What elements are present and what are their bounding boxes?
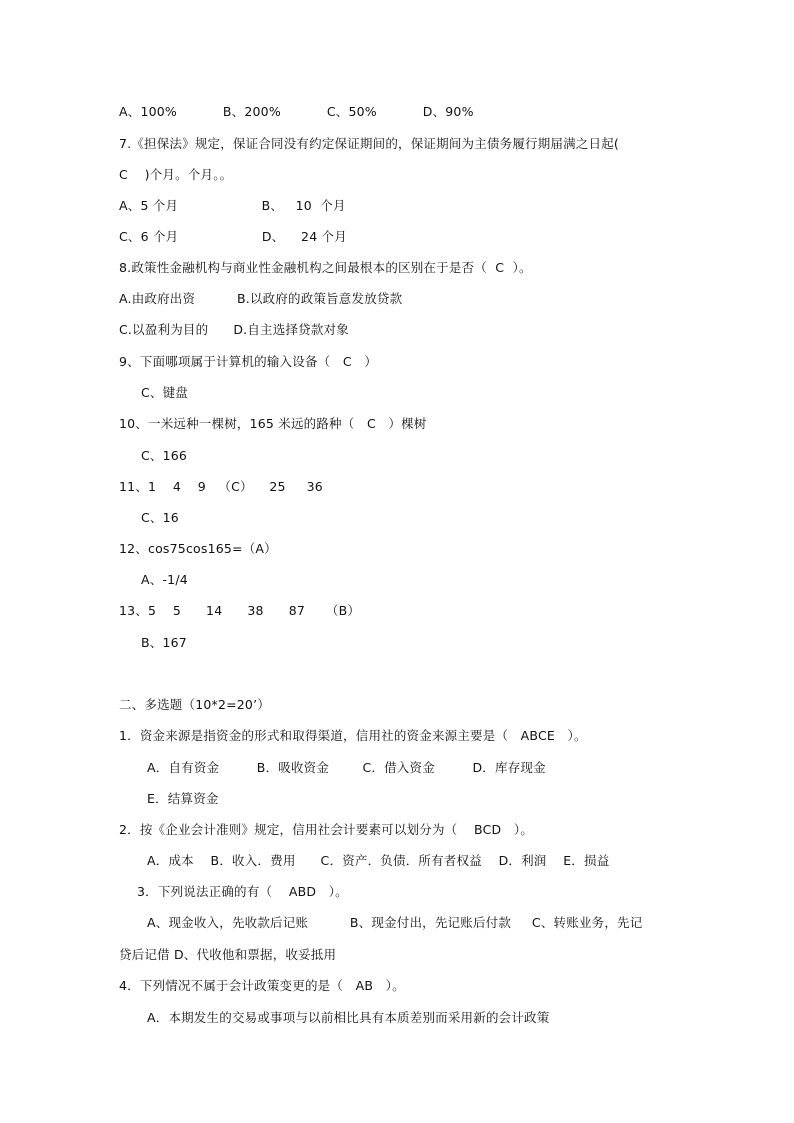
mc4-option-a: A．本期发生的交易或事项与以前相比具有本质差别而采用新的会计政策 bbox=[147, 1010, 550, 1025]
q7-text-cont: C )个月。个月。。 bbox=[119, 167, 233, 182]
q8-options-cd: C.以盈利为目的 D.自主选择贷款对象 bbox=[119, 322, 349, 337]
q9-text: 9、下面哪项属于计算机的输入设备（ C ） bbox=[119, 354, 378, 369]
mc2-text: 2．按《企业会计准则》规定，信用社会计要素可以划分为（ BCD ）。 bbox=[119, 822, 534, 837]
mc3-text: 3．下列说法正确的有（ ABD ）。 bbox=[137, 884, 348, 899]
q8-text: 8.政策性金融机构与商业性金融机构之间最根本的区别在于是否（ C ）。 bbox=[119, 260, 532, 275]
q9-answer: C、键盘 bbox=[141, 385, 189, 400]
q10-text: 10、一米远种一棵树，165 米远的路种（ C ）棵树 bbox=[119, 416, 427, 431]
q8-options-ab: A.由政府出资 B.以政府的政策旨意发放贷款 bbox=[119, 291, 403, 306]
mc3-options-cont: 贷后记借 D、代收他和票据，收妥抵用 bbox=[119, 947, 337, 962]
q13-text: 13、5 5 14 38 87 （B） bbox=[119, 603, 361, 618]
q13-answer: B、167 bbox=[141, 635, 187, 650]
q10-answer: C、166 bbox=[141, 448, 188, 463]
q12-text: 12、cos75cos165=（A） bbox=[119, 541, 277, 556]
mc1-options: A．自有资金 B．吸收资金 C．借入资金 D．库存现金 bbox=[147, 760, 546, 775]
q12-answer: A、-1/4 bbox=[141, 572, 188, 587]
section-heading: 二、多选题（10*2=20’） bbox=[119, 697, 270, 712]
mc4-text: 4．下列情况不属于会计政策变更的是（ AB ）。 bbox=[119, 978, 405, 993]
q7-options-ab: A、5 个月 B、 10 个月 bbox=[119, 198, 346, 213]
mc1-text: 1．资金来源是指资金的形式和取得渠道，信用社的资金来源主要是（ ABCE ）。 bbox=[119, 728, 587, 743]
q11-text: 11、1 4 9 （C） 25 36 bbox=[119, 479, 323, 494]
q11-answer: C、16 bbox=[141, 510, 179, 525]
q6-options: A、100% B、200% C、50% D、90% bbox=[119, 104, 474, 119]
mc1-options-e: E．结算资金 bbox=[147, 791, 219, 806]
mc3-options: A、现金收入，先收款后记账 B、现金付出，先记账后付款 C、转账业务，先记 bbox=[147, 915, 643, 930]
mc2-options: A．成本 B．收入．费用 C．资产．负债．所有者权益 D．利润 E．损益 bbox=[147, 853, 610, 868]
q7-options-cd: C、6 个月 D、 24 个月 bbox=[119, 229, 347, 244]
q7-text: 7.《担保法》规定，保证合同没有约定保证期间的，保证期间为主债务履行期届满之日起( bbox=[119, 136, 620, 151]
